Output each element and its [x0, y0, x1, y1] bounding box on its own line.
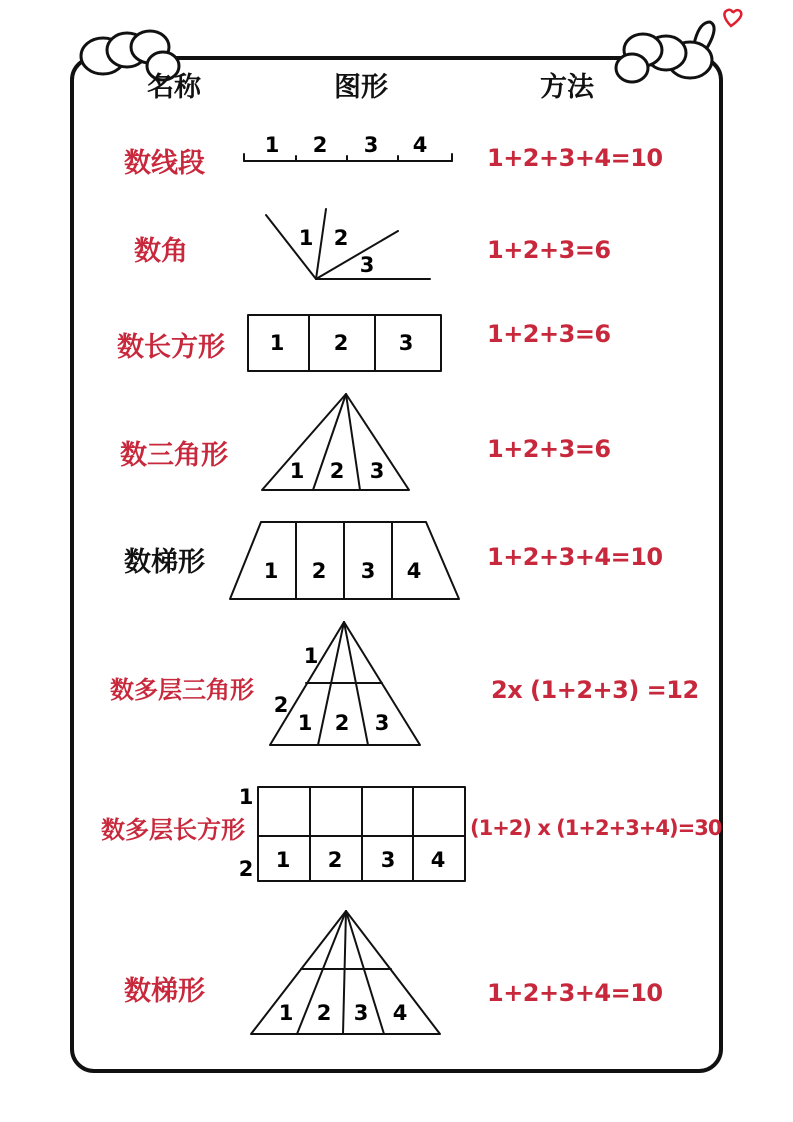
rectangle-label: 2: [333, 331, 349, 355]
angle-label: 2: [333, 226, 349, 250]
triangle-label: 2: [329, 459, 345, 483]
trapezoid-2-figure: [251, 911, 440, 1034]
layer-label: 2: [273, 693, 289, 717]
multilayer-triangle-figure: [270, 622, 420, 745]
triangle-label: 1: [289, 459, 305, 483]
row-name-trapezoid-2: 数梯形: [124, 976, 205, 1007]
rectangle-label: 1: [269, 331, 285, 355]
formula-multilayer-rectangle: (1+2) x (1+2+3+4)=30: [470, 816, 722, 840]
formula-angle: 1+2+3=6: [487, 236, 611, 264]
multilayer-rectangle-label: 2: [327, 848, 343, 872]
row-name-line-segment: 数线段: [124, 148, 205, 179]
layer-label: 2: [238, 857, 254, 881]
line-segment-figure: [244, 133, 452, 161]
multilayer-triangle-label: 1: [297, 711, 313, 735]
multilayer-rectangle-label: 3: [380, 848, 396, 872]
trapezoid-label: 3: [360, 559, 376, 583]
trapezoid-2-label: 2: [316, 1001, 332, 1025]
trapezoid-label: 4: [406, 559, 422, 583]
angle-label: 1: [298, 226, 314, 250]
row-name-multilayer-rectangle: 数多层长方形: [101, 816, 245, 844]
formula-multilayer-triangle: 2x (1+2+3) =12: [491, 676, 699, 704]
formula-trapezoid-2: 1+2+3+4=10: [487, 979, 663, 1007]
trapezoid-label: 2: [311, 559, 327, 583]
trapezoid-2-label: 4: [392, 1001, 408, 1025]
layer-label: 1: [238, 785, 254, 809]
rectangle-label: 3: [398, 331, 414, 355]
rectangle-figure: [248, 315, 441, 371]
angle-figure: [266, 209, 430, 279]
header-figure: 图形: [334, 72, 388, 103]
multilayer-rectangle-figure: [239, 785, 465, 881]
trapezoid-figure: [230, 522, 459, 599]
formula-rectangle: 1+2+3=6: [487, 320, 611, 348]
segment-label: 1: [264, 133, 280, 157]
segment-label: 2: [312, 133, 328, 157]
formula-trapezoid: 1+2+3+4=10: [487, 543, 663, 571]
row-name-angle: 数角: [134, 236, 188, 267]
trapezoid-2-label: 1: [278, 1001, 294, 1025]
layer-label: 1: [303, 644, 319, 668]
multilayer-rectangle-label: 1: [275, 848, 291, 872]
formula-line-segment: 1+2+3+4=10: [487, 144, 663, 172]
row-name-triangle: 数三角形: [120, 440, 228, 471]
header-name: 名称: [147, 72, 201, 103]
row-name-trapezoid: 数梯形: [124, 547, 205, 578]
trapezoid-2-label: 3: [353, 1001, 369, 1025]
triangle-figure: [262, 394, 409, 490]
header-method: 方法: [540, 72, 594, 103]
triangle-label: 3: [369, 459, 385, 483]
multilayer-triangle-label: 2: [334, 711, 350, 735]
multilayer-rectangle-label: 4: [430, 848, 446, 872]
segment-label: 3: [363, 133, 379, 157]
angle-label: 3: [359, 253, 375, 277]
trapezoid-label: 1: [263, 559, 279, 583]
row-name-multilayer-triangle: 数多层三角形: [110, 676, 254, 704]
row-name-rectangle: 数长方形: [117, 332, 225, 363]
segment-label: 4: [412, 133, 428, 157]
multilayer-triangle-label: 3: [374, 711, 390, 735]
formula-triangle: 1+2+3=6: [487, 435, 611, 463]
